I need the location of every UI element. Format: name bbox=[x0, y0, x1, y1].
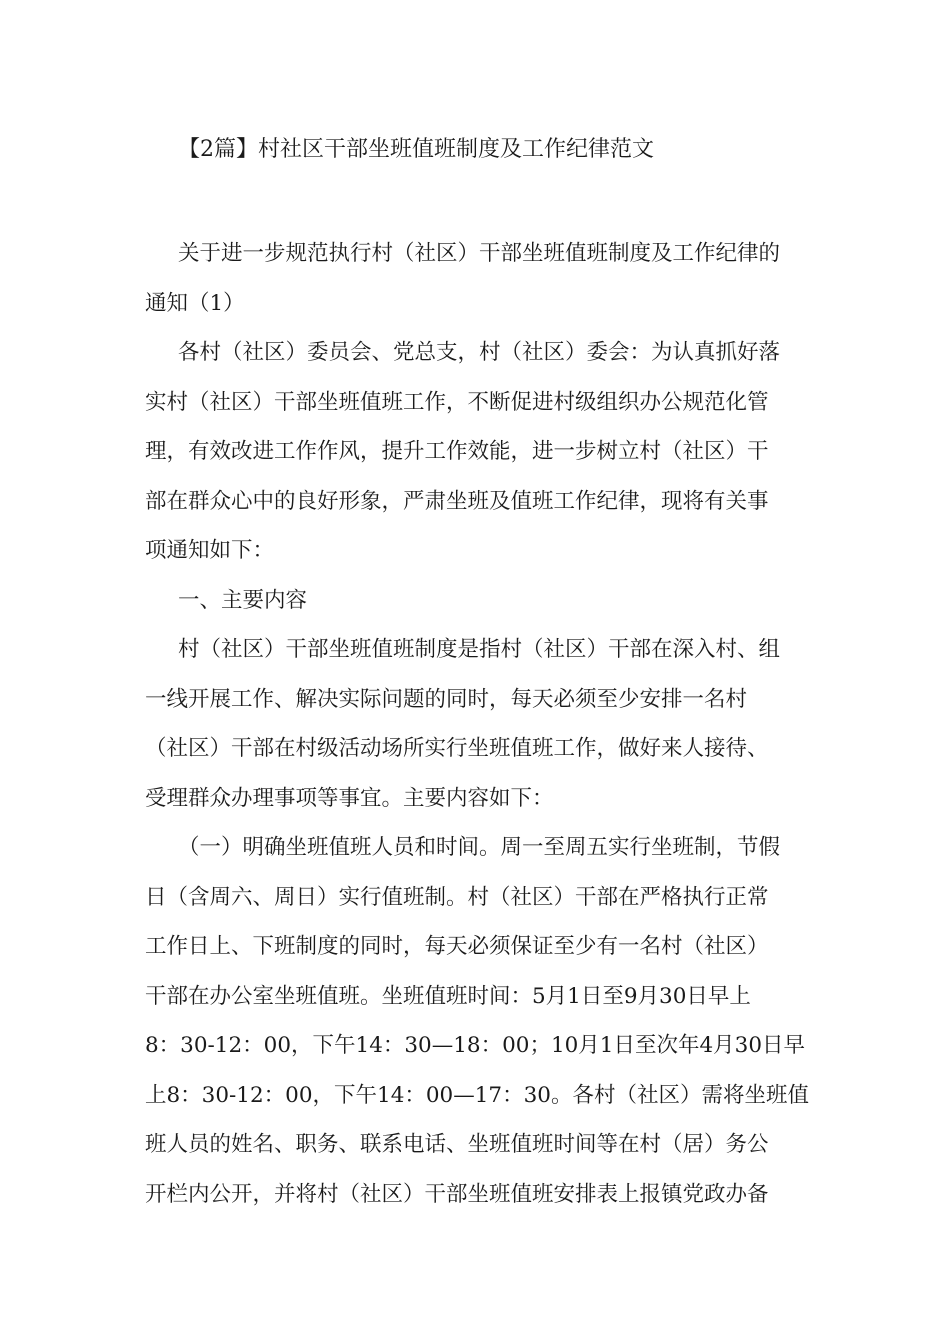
text-line: 实村（社区）干部坐班值班工作，不断促进村级组织办公规范化管 bbox=[145, 389, 769, 415]
paragraph-intro bbox=[145, 328, 810, 576]
text-line: 干部在办公室坐班值班。坐班值班时间：5月1日至9月30日早上 bbox=[145, 983, 751, 1009]
paragraph-definition bbox=[145, 625, 810, 823]
text-line: 一、主要内容 bbox=[178, 587, 308, 613]
text-line: 通知（1） bbox=[145, 290, 245, 316]
document-body bbox=[145, 229, 810, 1219]
text-line: （一）明确坐班值班人员和时间。周一至周五实行坐班制，节假 bbox=[178, 835, 781, 860]
document-title: 【2篇】村社区干部坐班值班制度及工作纪律范文 bbox=[178, 137, 654, 162]
text-line: 工作日上、下班制度的同时，每天必须保证至少有一名村（社区） bbox=[145, 934, 769, 959]
text-line: （社区）干部在村级活动场所实行坐班值班工作，做好来人接待、 bbox=[145, 736, 769, 761]
text-line: 一线开展工作、解决实际问题的同时，每天必须至少安排一名村 bbox=[145, 686, 748, 712]
paragraph-notice-heading bbox=[145, 229, 810, 328]
text-line: 受理群众办理事项等事宜。主要内容如下： bbox=[145, 785, 554, 811]
text-line: 项通知如下： bbox=[145, 538, 275, 563]
text-line: 8：30-12：00，下午14：30—18：00；10月1日至次年4月30日早 bbox=[145, 1033, 806, 1058]
text-line: 村（社区）干部坐班值班制度是指村（社区）干部在深入村、组 bbox=[178, 637, 781, 662]
paragraph-schedule bbox=[145, 823, 810, 1219]
text-line: 各村（社区）委员会、党总支，村（社区）委会：为认真抓好落 bbox=[178, 340, 781, 365]
section-heading-main-content bbox=[145, 576, 810, 626]
text-line: 上8：30-12：00，下午14：00—17：30。各村（社区）需将坐班值 bbox=[145, 1082, 809, 1108]
text-line: 开栏内公开，并将村（社区）干部坐班值班安排表上报镇党政办备 bbox=[145, 1181, 769, 1207]
text-line: 理，有效改进工作作风，提升工作效能，进一步树立村（社区）干 bbox=[145, 439, 769, 464]
text-line: 班人员的姓名、职务、联系电话、坐班值班时间等在村（居）务公 bbox=[145, 1132, 769, 1157]
text-line: 部在群众心中的良好形象，严肃坐班及值班工作纪律，现将有关事 bbox=[145, 488, 769, 514]
text-line: 日（含周六、周日）实行值班制。村（社区）干部在严格执行正常 bbox=[145, 884, 769, 910]
text-line: 关于进一步规范执行村（社区）干部坐班值班制度及工作纪律的 bbox=[178, 241, 781, 266]
